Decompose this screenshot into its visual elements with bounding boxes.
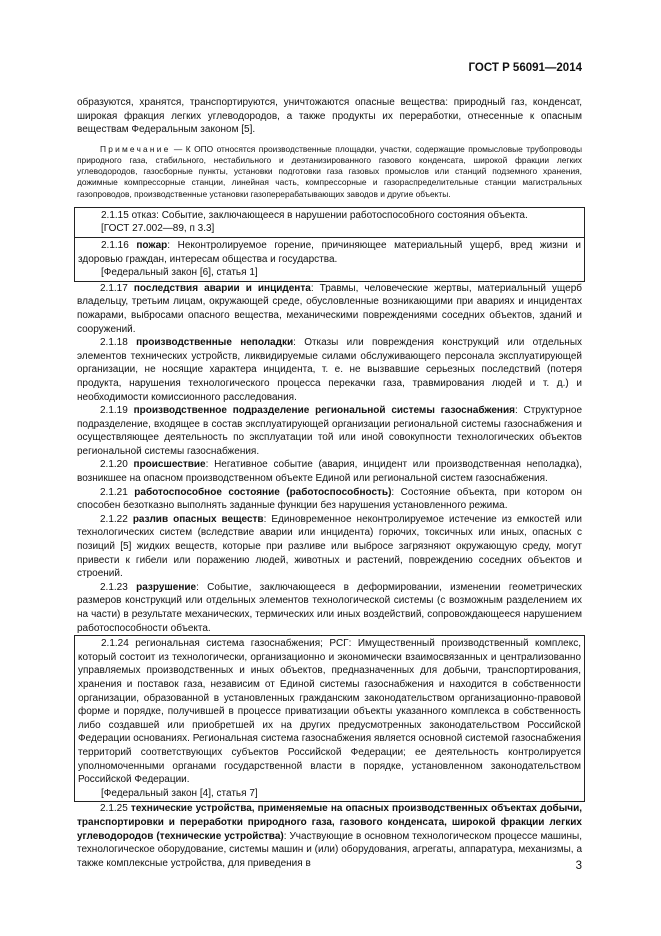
- definition-text: [78, 209, 581, 223]
- definition-number: 2.1.24: [101, 638, 129, 650]
- page-number: 3: [575, 860, 582, 872]
- definition-source: [Федеральный закон [4], статья 7]: [101, 787, 258, 799]
- definition-item: [77, 486, 582, 513]
- definition-text: [77, 282, 582, 336]
- intro-paragraph: образуются, хранятся, транспортируются, уничтожаются опасные вещества: природный газ, конденсат, широкая фракция легких углеводородов, а также продукты их переработки, отнесенные к опасным веществам Федеральным законом [5].: [77, 97, 582, 136]
- definition-number: 2.1.20: [100, 459, 128, 471]
- definition-source: [Федеральный закон [6], статья 1]: [101, 267, 258, 279]
- note-paragraph: [77, 144, 582, 200]
- definition-number: 2.1.18: [100, 337, 128, 349]
- definition-text: [77, 581, 582, 635]
- definition-term: разрушение: [136, 581, 197, 593]
- definition-number: 2.1.17: [100, 282, 128, 294]
- document-body: [77, 96, 582, 870]
- definition-item: [74, 238, 585, 282]
- definition-body: : Отказы или повреждения конструкций или отдельных элементов технических устройств, ликвидируемые силами обслуживающего персонала эксплуатирующей организации, не носящие характера инцидента, т. е. не вызвавшие серьезных последствий (потеря продукта, нарушения технологического процесса перекачки газа, травмирования людей и т. д.) и необходимости комиссионного расследования.: [77, 337, 583, 403]
- definition-body: региональная система газоснабжения; РСГ: Имущественный производственный комплекс, который состоит из технологически, организационно и экономически взаимосвязанных и централизованно управляемых производственных и иных объектов, предназначенных для добычи, транспортирования, хранения и поставок газа, независим от Единой системы газоснабжения и находится в собственности организации, образованной в установленных гражданским законодательством организационно-правовой форме и порядке, получившей в процессе приватизации объекты указанного комплекса в собственность либо создавшей или приобретшей их на других предусмотренных законодательством Российской Федерации основаниях. Региональная система газоснабжения является основной системой газоснабжения территорий соответствующих субъектов Российской Федерации; ее деятельность контролируется уполномоченными органами государственной власти в порядке, установленном законодательством Российской Федерации.: [78, 638, 581, 786]
- definition-text: [77, 513, 582, 581]
- definition-item: [77, 581, 582, 635]
- definition-body: : Травмы, человеческие жертвы, материальный ущерб владельцу, третьим лицам, окружающей среде, обусловленные возникающими при авариях и инцидентах пожарами, выбросами опасного вещества, механическими повреждениями соседних объектов, зданий и сооружений.: [77, 282, 582, 335]
- definition-text: [78, 239, 581, 266]
- definition-body: : Единовременное неконтролируемое истечение из емкостей или технологических систем (вследствие аварии или инцидента) горючих, токсичных или иных, опасных с позиций [5] жидких веществ, которые при разливе или выбросе загрязняют окружающую среду, могут привести к гибели или поражению людей, животных и растений, повреждению соседних объектов и строений.: [77, 513, 582, 580]
- definition-body: : Неконтролируемое горение, причиняющее материальный ущерб, вред жизни и здоровью граждан, интересам общества и государства.: [78, 239, 582, 265]
- definition-text: [77, 404, 582, 458]
- definition-item: [77, 458, 582, 485]
- definition-term: технические устройства, применяемые на опасных производственных объектах добычи, транспортировки и переработки природного газа, газового конденсата, широкой фракции легких углеводородов (технические устройства): [77, 803, 582, 842]
- definition-item: [74, 635, 585, 802]
- definition-item: [77, 802, 582, 870]
- definition-number: 2.1.19: [100, 405, 128, 417]
- definition-body: : Участвующие в основном технологическом процессе машины, технологическое оборудование, системы машин и (или) оборудования, агрегаты, аппаратура, механизмы, а также комплексные устройства, для приведения в: [77, 830, 582, 869]
- note-label: Примечание: [100, 143, 171, 154]
- definition-text: [77, 802, 582, 870]
- definition-source: [ГОСТ 27.002—89, п 3.3]: [101, 223, 215, 235]
- definition-body: : Негативное событие (авария, инцидент или производственная неполадка), возникшее на опасном производственном объекте Единой или региональной систем газоснабжения.: [77, 459, 582, 485]
- definition-number: 2.1.15: [101, 209, 129, 221]
- definitions-list: [77, 207, 582, 871]
- definition-body: : Событие, заключающееся в деформировании, изменении геометрических размеров конструкций или отдельных элементов технологической системы (с возможным разделением их на части) в результате механических, термических или иных воздействий, сопровождающееся нарушением работоспособности объекта.: [77, 581, 582, 634]
- note-text: — К ОПО относятся производственные площадки, участки, содержащие промысловые трубопроводы природного газа, стабильного, нестабильного и деэтанизированного газового конденсата, широкой фракции легких углеводородов, газосборные пункты, установки подготовки газа газовых промыслов или станций подземного хранения, дожимные компрессорные станции, линейная часть, компрессорные и газораспределительные станции магистральных газопроводов, производственные установки газоперерабатывающих заводов и другие объекты.: [77, 143, 582, 199]
- definition-text: [77, 486, 582, 513]
- definition-number: 2.1.16: [101, 239, 129, 251]
- definition-term: пожар: [136, 239, 168, 251]
- definition-text: [77, 458, 582, 485]
- definition-item: [77, 336, 582, 404]
- definition-item: [74, 207, 585, 238]
- definition-number: 2.1.21: [100, 486, 128, 498]
- definition-number: 2.1.22: [100, 513, 128, 525]
- definition-term: происшествие: [133, 459, 206, 471]
- definition-body: : Состояние объекта, при котором он способен безотказно выполнять заданные функции без нарушения установленного режима.: [77, 486, 582, 512]
- definition-item: [77, 282, 582, 336]
- document-header: ГОСТ Р 56091—2014: [468, 62, 582, 74]
- definition-term: последствия аварии и инцидента: [133, 282, 311, 294]
- definition-term: работоспособное состояние (работоспособность): [134, 486, 392, 498]
- definition-term: производственные неполадки: [136, 337, 294, 349]
- definition-term: производственное подразделение региональной системы газоснабжения: [133, 405, 515, 417]
- definition-item: [77, 513, 582, 581]
- definition-body: отказ: Событие, заключающееся в нарушении работоспособного состояния объекта.: [128, 209, 528, 221]
- definition-number: 2.1.25: [100, 803, 128, 815]
- definition-text: [78, 637, 581, 787]
- definition-body: : Структурное подразделение, входящее в состав эксплуатирующей организации региональной системы газоснабжения и осуществляющее деятельность по эксплуатации той или иной совокупности технологических объектов региональной системы газоснабжения.: [77, 405, 583, 457]
- definition-item: [77, 404, 582, 458]
- definition-text: [77, 336, 582, 404]
- definition-term: разлив опасных веществ: [132, 513, 264, 525]
- definition-number: 2.1.23: [100, 581, 128, 593]
